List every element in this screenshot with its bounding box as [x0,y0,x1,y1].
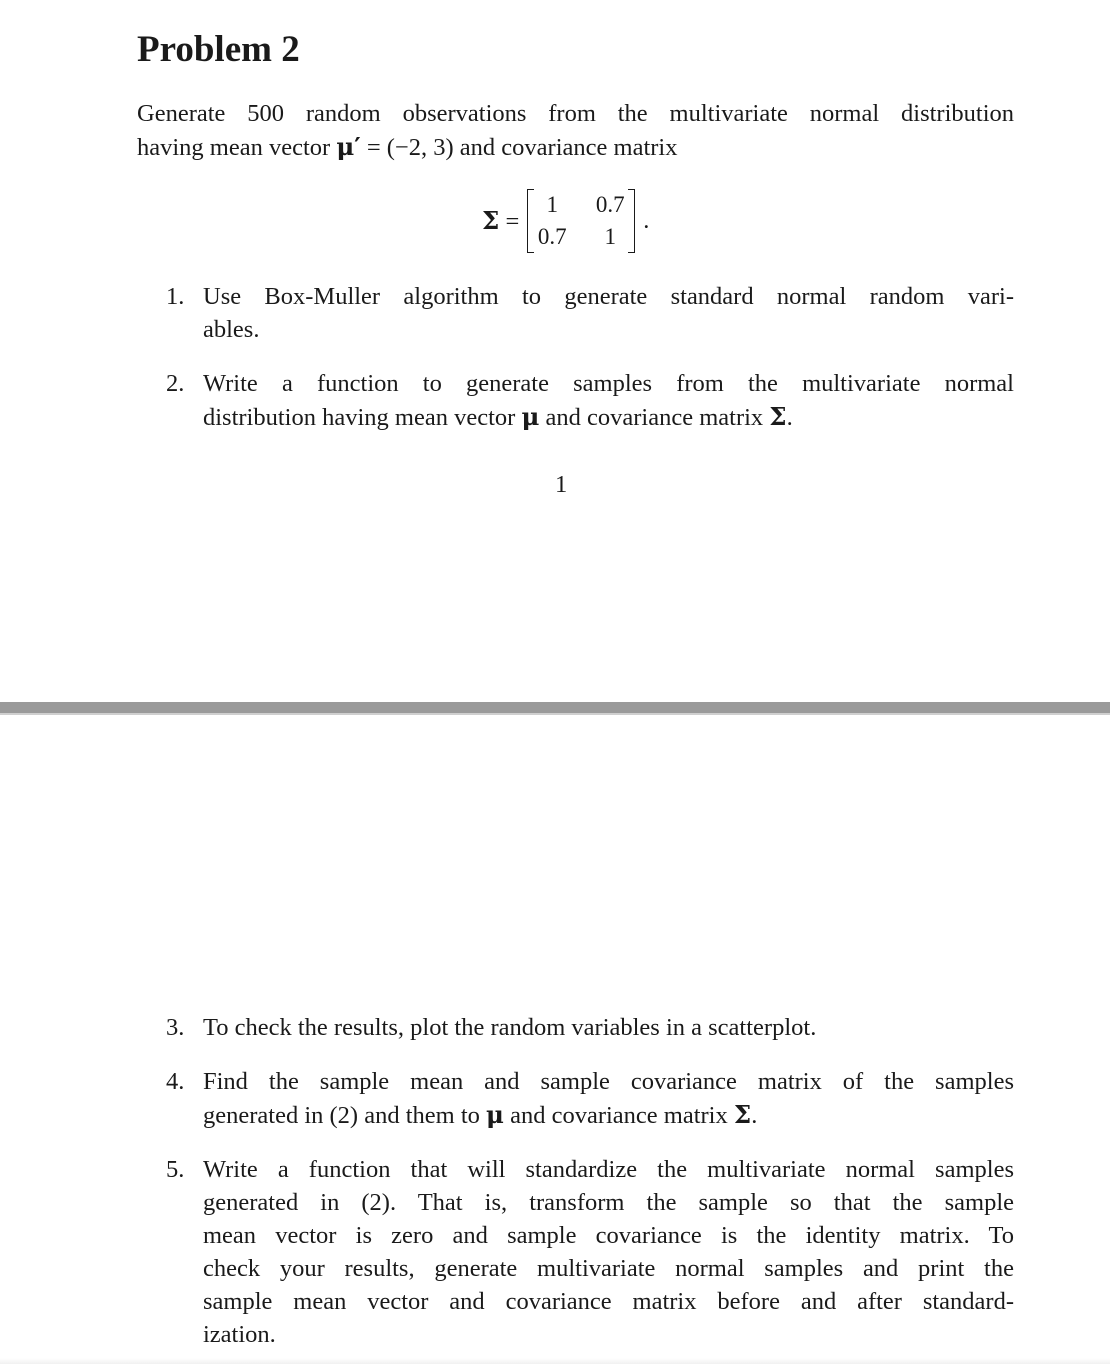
matrix-spacer [571,189,591,221]
item-number: 3. [166,1014,185,1041]
mu-symbol: μ [486,1100,504,1129]
intro-line-1: Generate 500 random observations from the multivariate normal distribution [137,100,1014,127]
mu-prime-symbol: μ′ [336,132,361,161]
equals-sign: = [505,208,520,235]
task-list-page-2 [166,1011,1014,1372]
item-text: . [751,1102,758,1129]
item-line [203,400,1014,434]
equation-lhs [482,206,519,236]
problem-title: Problem 2 [137,29,300,70]
matrix-cell-r1c2: 0.7 [595,192,625,217]
sigma-symbol: Σ [733,1100,752,1129]
item-line: generated in (2). That is, transform the sample so that the sample [203,1189,1014,1216]
matrix-cell-r2c1: 0.7 [537,224,567,249]
item-line: Use Box-Muller algorithm to generate standard normal random vari- [203,283,1014,310]
matrix-spacer [571,221,591,253]
equation-period: . [643,207,650,234]
list-item [166,1065,1014,1132]
page-number: 1 [555,471,568,498]
item-line [203,1098,1014,1132]
intro-paragraph [137,97,1014,164]
list-item [166,280,1014,346]
item-line: ization. [203,1321,276,1348]
covariance-equation [482,186,649,256]
item-text: and covariance matrix [503,1102,734,1129]
item-line: Write a function to generate samples from the multivariate normal [203,370,1014,397]
item-line: ables. [203,316,260,343]
matrix-cell-r1c1: 1 [546,192,559,217]
item-number: 1. [166,283,185,310]
item-line: mean vector is zero and sample covariance is the identity matrix. To [203,1222,1014,1249]
item-line: To check the results, plot the random variables in a scatterplot. [203,1014,817,1041]
item-line: Find the sample mean and sample covariance matrix of the samples [203,1068,1014,1095]
item-text: . [786,404,793,431]
mu-symbol: μ [521,402,540,431]
list-item [166,367,1014,434]
page-divider [0,700,1110,718]
intro-line-2-start: having mean vector [137,134,337,161]
list-item [166,1011,1014,1044]
intro-line-2-end: = (−2, 3) and covariance matrix [360,134,678,161]
page-bottom-shade [0,1358,1110,1364]
task-list-page-1 [166,280,1014,455]
item-text: and covariance matrix [539,404,770,431]
item-text: generated in (2) and them to [203,1102,487,1129]
item-number: 5. [166,1156,185,1183]
item-line: Write a function that will standardize the multivariate normal samples [203,1156,1014,1183]
item-line: sample mean vector and covariance matrix before and after standard- [203,1288,1014,1315]
list-item [166,1153,1014,1351]
matrix-grid [533,189,629,253]
intro-line-2 [137,130,1014,164]
sigma-symbol: Σ [482,206,500,235]
matrix-cell-r2c2: 1 [604,224,617,249]
item-number: 4. [166,1068,185,1095]
item-line: check your results, generate multivariate normal samples and print the [203,1255,1014,1282]
item-text: distribution having mean vector [203,404,522,431]
sigma-symbol: Σ [769,402,787,431]
item-number: 2. [166,370,185,397]
covariance-matrix [527,189,635,253]
document-page-2 [0,718,1110,1364]
